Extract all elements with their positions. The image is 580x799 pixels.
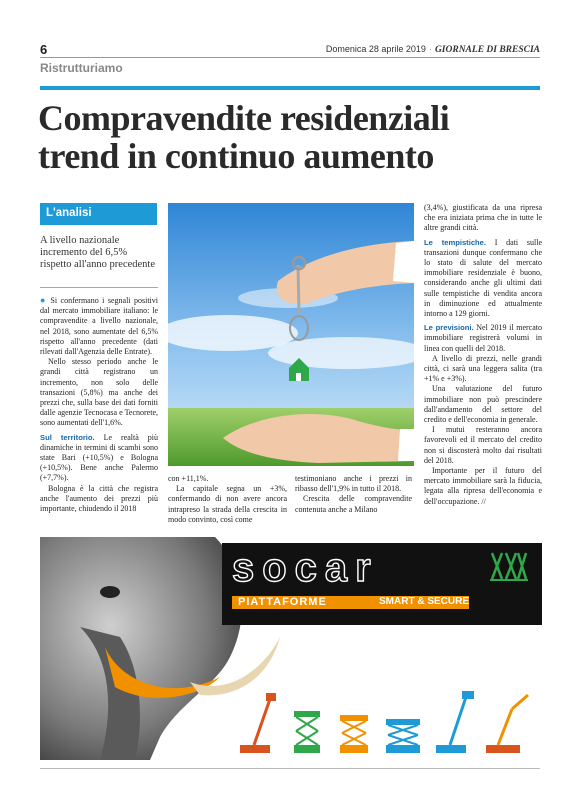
subheadline: A livello nazionale incremento del 6,5% rispetto all'anno precedente — [40, 235, 156, 270]
paragraph — [40, 433, 158, 484]
paragraph: Nello stesso periodo anche le grandi città registrano un incremento, non solo delle transazioni (5,8%) ma anche dei prezzi che, sulla base dei dati forniti dalle agenzie Tecnocasa e Tecnorete, sono aumentati dell'1,6%. — [40, 357, 158, 428]
paragraph — [40, 295, 158, 357]
paragraph: A livello di prezzi, nelle grandi città, ci sarà una leggera salita (tra +1% e +3%). — [424, 353, 542, 384]
headline-line-1: Compravendite residenziali — [38, 98, 450, 138]
paragraph: Bologna è la città che registra anche l'aumento dei prezzi più importante, chiudendo il 2018 — [40, 483, 158, 514]
article-column-3 — [295, 474, 412, 515]
dateline — [326, 44, 540, 55]
article-column-4 — [424, 203, 542, 507]
section-rule — [40, 86, 540, 90]
paragraph-text: I dati sulle transazioni dunque confermano che lo stato di salute del mercato immobiliare residenziale è buono, considerando anche gli ultimi dati sulle tempistiche di vendita ancora in diminuzione ed attualmente intorno a 129 giorni. — [424, 237, 542, 319]
issue-date: Domenica 28 aprile 2019 — [325, 44, 426, 54]
house-key-illustration — [168, 203, 414, 466]
scissor-lift-logo-icon — [488, 549, 528, 583]
dateline-separator: · — [428, 44, 432, 54]
analysis-box-title: L'analisi — [40, 203, 157, 225]
article-column-1 — [40, 295, 158, 514]
headline-line-2: trend in continuo aumento — [38, 136, 434, 176]
headline — [38, 99, 548, 175]
aerial-platforms-lineup-icon — [236, 687, 536, 757]
paragraph: con +11,1%. — [168, 474, 209, 483]
paragraph: Una valutazione del futuro immobiliare non può prescindere dall'andamento del settore del credito e dell'economia in generale. — [424, 384, 542, 425]
paragraph — [424, 238, 542, 320]
run-in-heading: Le tempistiche. — [424, 237, 487, 247]
bullet-icon: ● — [40, 295, 47, 305]
paragraph — [424, 323, 542, 354]
subheadline-rule — [40, 287, 158, 288]
ad-brand-logo: socar — [232, 546, 379, 590]
house-key-photo — [168, 203, 414, 466]
article-column-2 — [168, 474, 287, 525]
ad-tagline: SMART & SECURE — [379, 596, 470, 607]
paragraph-text: Nel 2019 il mercato immobiliare registrerà volumi in linea con quelli del 2018. — [424, 323, 542, 353]
run-in-heading: Le previsioni. — [424, 323, 474, 333]
section-label: Ristrutturiamo — [40, 61, 123, 75]
paragraph: Crescita delle compravendite contenuta anche a Milano — [295, 494, 412, 514]
paragraph: (3,4%), giustificata da una ripresa che era iniziata prima che in tutte le altre grandi città. — [424, 203, 542, 233]
footer-rule — [40, 768, 540, 769]
paragraph: testimoniano anche i prezzi in ribasso dell'1,9% in tutto il 2018. — [295, 474, 412, 494]
paragraph-text: Si confermano i segnali positivi dal mercato immobiliare italiano: le compravendite a livello nazionale, nel 2018, sono aumentate del 6,5% rispetto all'anno precedente (dati rilevati dall'Agenzia delle Entrate). — [40, 296, 159, 357]
header-rule — [40, 57, 540, 58]
paragraph-text: Le realtà più dinamiche in termini di scambi sono state Bari (+10,5%) e Bologna (+10,5%). Bene anche Palermo (+7,7%). — [40, 432, 158, 483]
newspaper-name: GIORNALE DI BRESCIA — [434, 45, 540, 55]
run-in-heading: Sul territorio. — [40, 432, 95, 442]
ad-brand-subtitle: PIATTAFORME — [232, 596, 469, 609]
paragraph: Importante per il futuro del mercato immobiliare sarà la fiducia, legata alla ripresa dell'economia e dell'occupazione. // — [424, 466, 542, 506]
paragraph: La capitale segna un +3%, confermando di non avere ancora intrapreso la strada della crescita in modo convinto, così come — [168, 484, 287, 524]
page-number: 6 — [40, 42, 48, 57]
advertisement — [40, 537, 542, 760]
paragraph: I mutui resteranno ancora favorevoli ed il mercato del credito non si discosterà molto dai risultati del 2018. — [424, 425, 542, 465]
